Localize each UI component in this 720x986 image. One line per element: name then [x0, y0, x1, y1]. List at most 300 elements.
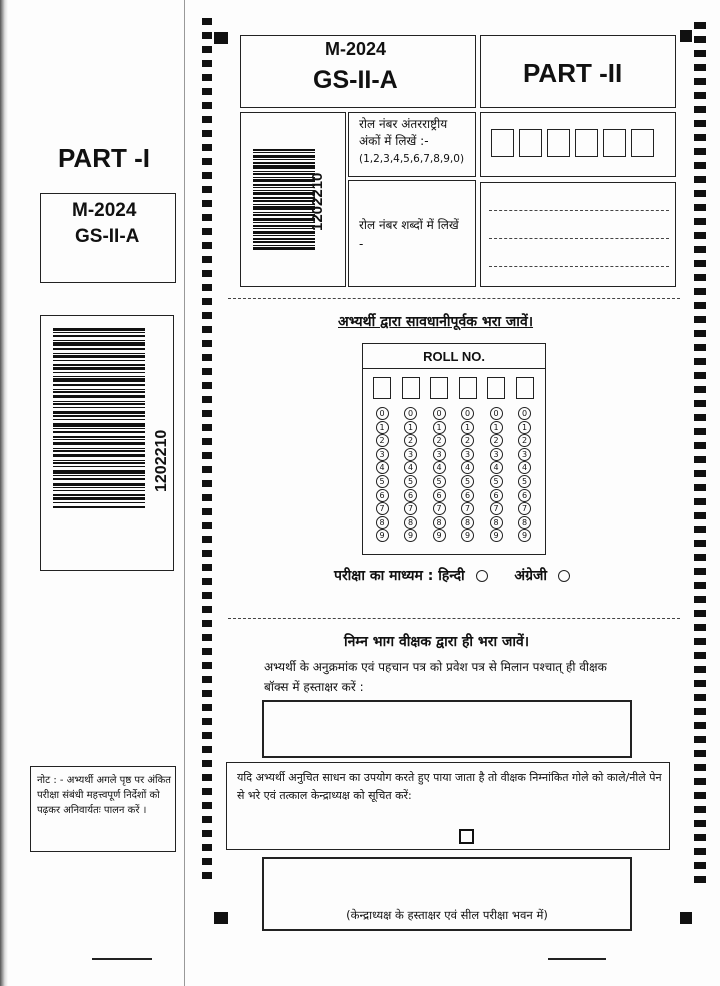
- omr-bubble[interactable]: 4: [518, 461, 531, 474]
- omr-digit-write-box[interactable]: [459, 377, 477, 399]
- barcode-bar: [53, 483, 145, 486]
- left-barcode: [53, 328, 145, 509]
- barcode-bar: [53, 423, 145, 427]
- timing-mark: [694, 568, 706, 575]
- timing-mark: [694, 680, 706, 687]
- bottom-mark-left: [92, 958, 152, 960]
- timing-marks-left: [202, 18, 212, 879]
- timing-mark: [202, 690, 212, 697]
- corner-mark-bottom-left: [214, 912, 228, 924]
- omr-bubble[interactable]: 0: [404, 407, 417, 420]
- timing-mark: [202, 648, 212, 655]
- barcode-bar: [253, 197, 315, 199]
- omr-bubble[interactable]: 4: [490, 461, 503, 474]
- timing-mark: [202, 760, 212, 767]
- omr-bubble[interactable]: 8: [376, 516, 389, 529]
- timing-mark: [694, 232, 706, 239]
- timing-mark: [694, 596, 706, 603]
- omr-bubble[interactable]: 3: [490, 448, 503, 461]
- omr-bubble[interactable]: 8: [433, 516, 446, 529]
- omr-bubble[interactable]: 9: [490, 529, 503, 542]
- barcode-bar: [253, 179, 315, 182]
- omr-bubble[interactable]: 2: [518, 434, 531, 447]
- barcode-bar: [53, 401, 145, 402]
- left-exam-code-box: [40, 193, 176, 283]
- barcode-bar: [53, 364, 145, 366]
- timing-mark: [694, 526, 706, 533]
- roll-digit-cell[interactable]: [603, 129, 626, 157]
- timing-mark: [694, 512, 706, 519]
- roll-digit-cell[interactable]: [519, 129, 542, 157]
- omr-bubble[interactable]: 1: [518, 421, 531, 434]
- omr-roll-column: [485, 377, 507, 543]
- barcode-bar: [53, 466, 145, 467]
- timing-mark: [694, 330, 706, 337]
- timing-mark: [202, 172, 212, 179]
- barcode-bar: [53, 328, 145, 331]
- timing-mark: [202, 620, 212, 627]
- timing-mark: [202, 816, 212, 823]
- timing-mark: [694, 652, 706, 659]
- timing-mark: [694, 120, 706, 127]
- timing-mark: [694, 778, 706, 785]
- timing-mark: [202, 298, 212, 305]
- timing-mark: [202, 508, 212, 515]
- barcode-bar: [53, 442, 145, 445]
- timing-mark: [694, 694, 706, 701]
- timing-mark: [202, 354, 212, 361]
- timing-mark: [202, 368, 212, 375]
- timing-mark: [694, 372, 706, 379]
- omr-bubble[interactable]: 2: [461, 434, 474, 447]
- barcode-bar: [253, 214, 315, 216]
- left-part-label: PART -I: [58, 143, 150, 173]
- omr-bubble[interactable]: 5: [518, 475, 531, 488]
- timing-mark: [694, 610, 706, 617]
- omr-bubble[interactable]: 0: [433, 407, 446, 420]
- roll-digits-label-box: [348, 112, 476, 177]
- timing-mark: [694, 92, 706, 99]
- omr-roll-title: ROLL NO.: [423, 349, 485, 364]
- barcode-bar: [253, 241, 315, 243]
- timing-mark: [202, 312, 212, 319]
- barcode-bar: [53, 448, 145, 449]
- timing-mark: [694, 22, 706, 29]
- barcode-bar: [53, 506, 145, 508]
- barcode-bar: [253, 235, 315, 236]
- roll-digit-cell[interactable]: [575, 129, 598, 157]
- timing-mark: [202, 844, 212, 851]
- barcode-bar: [253, 159, 315, 160]
- omr-bubble[interactable]: 8: [490, 516, 503, 529]
- timing-mark: [202, 564, 212, 571]
- corner-mark-top-right: [680, 30, 692, 42]
- barcode-bar: [53, 407, 145, 408]
- timing-mark: [202, 102, 212, 109]
- barcode-bar: [253, 231, 315, 234]
- barcode-bar: [53, 454, 145, 457]
- omr-bubble[interactable]: 4: [433, 461, 446, 474]
- timing-mark: [694, 484, 706, 491]
- barcode-bar: [253, 152, 315, 153]
- timing-mark: [202, 830, 212, 837]
- left-exam-code: M-2024: [72, 200, 137, 221]
- roll-digit-cells: [491, 129, 659, 161]
- omr-bubble[interactable]: 2: [404, 434, 417, 447]
- timing-mark: [694, 820, 706, 827]
- timing-mark: [202, 32, 212, 39]
- omr-bubble[interactable]: 5: [376, 475, 389, 488]
- barcode-bar: [53, 355, 145, 358]
- left-edge-tear: [0, 0, 8, 986]
- centre-signature-label: (केन्द्राध्यक्ष के हस्ताक्षर एवं सील परीक्षा भवन में): [346, 908, 548, 922]
- timing-mark: [694, 750, 706, 757]
- timing-mark: [202, 410, 212, 417]
- barcode-bar: [253, 204, 315, 205]
- timing-mark: [694, 470, 706, 477]
- omr-bubble[interactable]: 4: [376, 461, 389, 474]
- timing-mark: [694, 414, 706, 421]
- omr-roll-column: [400, 377, 422, 543]
- barcode-bar: [253, 222, 315, 223]
- omr-bubble[interactable]: 6: [490, 489, 503, 502]
- barcode-bar: [53, 419, 145, 420]
- barcode-bar: [53, 353, 145, 354]
- omr-bubble[interactable]: 1: [404, 421, 417, 434]
- barcode-bar: [53, 462, 145, 464]
- medium-row: [334, 566, 570, 585]
- timing-mark: [202, 396, 212, 403]
- omr-bubble[interactable]: 0: [461, 407, 474, 420]
- barcode-bar: [53, 348, 145, 350]
- roll-digits-hint: (1,2,3,4,5,6,7,8,9,0): [359, 153, 465, 165]
- omr-bubble[interactable]: 6: [433, 489, 446, 502]
- barcode-bar: [253, 162, 315, 164]
- timing-mark: [202, 704, 212, 711]
- omr-bubble[interactable]: 2: [433, 434, 446, 447]
- barcode-bar: [53, 439, 145, 440]
- omr-bubble[interactable]: 9: [518, 529, 531, 542]
- write-line: [489, 238, 669, 239]
- roll-words-label-box: [348, 180, 476, 287]
- timing-mark: [202, 676, 212, 683]
- timing-mark: [694, 582, 706, 589]
- unfair-means-box: [226, 762, 670, 850]
- barcode-bar: [53, 431, 145, 433]
- timing-mark: [202, 340, 212, 347]
- omr-bubble[interactable]: 2: [376, 434, 389, 447]
- omr-bubble[interactable]: 8: [404, 516, 417, 529]
- timing-mark: [694, 400, 706, 407]
- omr-bubble[interactable]: 3: [404, 448, 417, 461]
- timing-mark: [694, 862, 706, 869]
- barcode-bar: [253, 171, 315, 172]
- timing-mark: [202, 480, 212, 487]
- omr-digit-write-box[interactable]: [373, 377, 391, 399]
- omr-roll-column: [514, 377, 536, 543]
- omr-bubble[interactable]: 6: [518, 489, 531, 502]
- timing-mark: [694, 344, 706, 351]
- timing-marks-right: [694, 22, 706, 883]
- barcode-bar: [53, 450, 145, 452]
- write-line: [489, 210, 669, 211]
- timing-mark: [202, 242, 212, 249]
- timing-mark: [694, 190, 706, 197]
- timing-mark: [202, 536, 212, 543]
- barcode-bar: [53, 378, 145, 382]
- omr-digit-write-box[interactable]: [430, 377, 448, 399]
- barcode-bar: [53, 340, 145, 341]
- barcode-bar: [253, 218, 315, 221]
- medium-label: परीक्षा का माध्यम : हिन्दी: [334, 568, 465, 584]
- timing-mark: [694, 666, 706, 673]
- timing-mark: [694, 498, 706, 505]
- timing-mark: [202, 788, 212, 795]
- barcode-bar: [53, 376, 145, 377]
- barcode-bar: [253, 245, 315, 246]
- omr-roll-column: [371, 377, 393, 543]
- barcode-bar: [53, 403, 145, 405]
- timing-mark: [694, 148, 706, 155]
- timing-mark: [202, 382, 212, 389]
- omr-bubble[interactable]: 1: [376, 421, 389, 434]
- omr-bubble[interactable]: 9: [433, 529, 446, 542]
- omr-bubble[interactable]: 3: [433, 448, 446, 461]
- timing-mark: [694, 638, 706, 645]
- timing-mark: [694, 876, 706, 883]
- omr-bubble[interactable]: 5: [404, 475, 417, 488]
- omr-bubble[interactable]: 6: [376, 489, 389, 502]
- barcode-bar: [53, 478, 145, 480]
- timing-mark: [202, 802, 212, 809]
- barcode-bar: [253, 190, 315, 191]
- roll-digit-cell[interactable]: [631, 129, 654, 157]
- timing-mark: [202, 214, 212, 221]
- medium-english-label: अंग्रेजी: [514, 568, 547, 584]
- timing-mark: [202, 18, 212, 25]
- barcode-bar: [53, 490, 145, 491]
- header-part-box: [480, 35, 676, 108]
- omr-bubble[interactable]: 0: [518, 407, 531, 420]
- section-divider: [228, 298, 680, 299]
- omr-bubble[interactable]: 5: [433, 475, 446, 488]
- barcode-bar: [253, 149, 315, 151]
- timing-mark: [694, 358, 706, 365]
- barcode-bar: [53, 428, 145, 429]
- header-code-box: [240, 35, 476, 108]
- timing-mark: [202, 774, 212, 781]
- left-paper-code: GS-II-A: [75, 226, 140, 247]
- timing-mark: [202, 592, 212, 599]
- timing-mark: [694, 554, 706, 561]
- barcode-bar: [53, 384, 145, 386]
- timing-mark: [694, 106, 706, 113]
- omr-bubble[interactable]: 3: [518, 448, 531, 461]
- barcode-bar: [253, 184, 315, 186]
- barcode-bar: [53, 367, 145, 370]
- timing-mark: [202, 858, 212, 865]
- roll-digit-cell[interactable]: [491, 129, 514, 157]
- timing-mark: [202, 424, 212, 431]
- timing-mark: [202, 200, 212, 207]
- header-part-label: PART -II: [523, 58, 623, 88]
- section-divider: [228, 618, 680, 619]
- omr-bubble[interactable]: 7: [404, 502, 417, 515]
- timing-mark: [202, 144, 212, 151]
- barcode-bar: [53, 332, 145, 333]
- omr-bubble[interactable]: 3: [461, 448, 474, 461]
- invigilator-instruction: अभ्यर्थी के अनुक्रमांक एवं पहचान पत्र को प्रवेश पत्र से मिलान पश्चात् ही वीक्षक बॉक्स में हस्ताक्षर करें :: [264, 660, 607, 694]
- timing-mark: [202, 522, 212, 529]
- timing-mark: [694, 442, 706, 449]
- omr-bubble[interactable]: 1: [433, 421, 446, 434]
- timing-mark: [694, 260, 706, 267]
- roll-digits-input-box: [480, 112, 676, 177]
- timing-mark: [694, 624, 706, 631]
- invigilator-signature-box[interactable]: [262, 700, 632, 758]
- omr-bubble[interactable]: 5: [490, 475, 503, 488]
- omr-title-divider: [363, 368, 545, 369]
- omr-bubble[interactable]: 7: [376, 502, 389, 515]
- timing-mark: [694, 274, 706, 281]
- roll-digit-cell[interactable]: [547, 129, 570, 157]
- timing-mark: [694, 806, 706, 813]
- timing-mark: [202, 494, 212, 501]
- omr-bubble[interactable]: 5: [461, 475, 474, 488]
- timing-mark: [202, 718, 212, 725]
- barcode-bar: [53, 391, 145, 393]
- omr-bubble[interactable]: 1: [461, 421, 474, 434]
- header-barcode: [253, 149, 315, 259]
- timing-mark: [202, 438, 212, 445]
- timing-mark: [694, 302, 706, 309]
- bottom-mark-right: [548, 958, 606, 960]
- timing-mark: [694, 722, 706, 729]
- unfair-means-bubble[interactable]: [459, 829, 474, 844]
- centre-signature-box[interactable]: [262, 857, 632, 931]
- barcode-bar: [253, 192, 315, 195]
- omr-bubble[interactable]: 1: [490, 421, 503, 434]
- omr-bubble[interactable]: 0: [490, 407, 503, 420]
- omr-digit-write-box[interactable]: [487, 377, 505, 399]
- header-barcode-number: 1202210: [309, 172, 326, 231]
- timing-mark: [694, 316, 706, 323]
- barcode-bar: [253, 238, 315, 240]
- omr-bubble[interactable]: 9: [461, 529, 474, 542]
- unfair-means-text: यदि अभ्यर्थी अनुचित साधन का उपयोग करते हुए पाया जाता है तो वीक्षक निम्नांकित गोले को काले/नीले पेन से भरे एवं तत्काल केन्द्राध्यक्ष को सूचित करें:: [237, 771, 662, 802]
- barcode-bar: [53, 494, 145, 496]
- barcode-bar: [53, 411, 145, 414]
- omr-bubble[interactable]: 7: [461, 502, 474, 515]
- left-note-text: नोट : - अभ्यर्थी अगले पृष्ठ पर अंकित परीक्षा संबंधी महत्त्वपूर्ण निर्देशों को पढ़कर अनिवार्यतः पालन करें ।: [37, 775, 171, 816]
- timing-mark: [202, 284, 212, 291]
- omr-roll-column: [428, 377, 450, 543]
- omr-bubble[interactable]: 7: [518, 502, 531, 515]
- barcode-bar: [253, 165, 315, 169]
- barcode-bar: [253, 187, 315, 188]
- omr-bubble[interactable]: 6: [404, 489, 417, 502]
- omr-roll-column: [457, 377, 479, 543]
- barcode-bar: [53, 475, 145, 476]
- fold-line: [184, 0, 186, 986]
- medium-english-bubble[interactable]: [558, 570, 570, 582]
- omr-roll-grid: [362, 343, 546, 555]
- timing-mark: [202, 256, 212, 263]
- timing-mark: [694, 204, 706, 211]
- barcode-bar: [53, 372, 145, 373]
- timing-mark: [202, 130, 212, 137]
- invigilator-heading: निम्न भाग वीक्षक द्वारा ही भरा जावें।: [344, 634, 530, 650]
- omr-bubble[interactable]: 2: [490, 434, 503, 447]
- header-paper-code: GS-II-A: [313, 66, 398, 94]
- omr-bubble[interactable]: 8: [518, 516, 531, 529]
- omr-bubble[interactable]: 9: [404, 529, 417, 542]
- omr-bubble[interactable]: 3: [376, 448, 389, 461]
- timing-mark: [202, 578, 212, 585]
- timing-mark: [694, 792, 706, 799]
- barcode-bar: [53, 497, 145, 500]
- timing-mark: [694, 540, 706, 547]
- header-barcode-box: [240, 112, 346, 287]
- timing-mark: [694, 36, 706, 43]
- medium-hindi-bubble[interactable]: [476, 570, 488, 582]
- timing-mark: [202, 452, 212, 459]
- timing-mark: [202, 74, 212, 81]
- left-note-box: [30, 766, 176, 852]
- omr-bubble[interactable]: 6: [461, 489, 474, 502]
- timing-mark: [694, 246, 706, 253]
- omr-bubble[interactable]: 0: [376, 407, 389, 420]
- timing-mark: [694, 64, 706, 71]
- timing-mark: [202, 746, 212, 753]
- barcode-bar: [253, 200, 315, 202]
- barcode-bar: [253, 247, 315, 250]
- write-line: [489, 266, 669, 267]
- timing-mark: [202, 158, 212, 165]
- omr-bubble[interactable]: 4: [404, 461, 417, 474]
- barcode-bar: [253, 206, 315, 210]
- barcode-bar: [253, 155, 315, 158]
- timing-mark: [202, 186, 212, 193]
- timing-mark: [694, 288, 706, 295]
- barcode-bar: [53, 436, 145, 438]
- omr-bubble[interactable]: 7: [433, 502, 446, 515]
- timing-mark: [202, 872, 212, 879]
- timing-mark: [694, 708, 706, 715]
- timing-mark: [202, 116, 212, 123]
- omr-bubble[interactable]: 8: [461, 516, 474, 529]
- header-exam-code: M-2024: [325, 39, 387, 59]
- omr-bubble[interactable]: 4: [461, 461, 474, 474]
- barcode-bar: [253, 173, 315, 175]
- barcode-bar: [253, 212, 315, 213]
- omr-digit-write-box[interactable]: [516, 377, 534, 399]
- barcode-bar: [253, 225, 315, 227]
- timing-mark: [694, 162, 706, 169]
- omr-digit-write-box[interactable]: [402, 377, 420, 399]
- timing-mark: [694, 764, 706, 771]
- timing-mark: [202, 46, 212, 53]
- omr-bubble[interactable]: 9: [376, 529, 389, 542]
- omr-bubble[interactable]: 7: [490, 502, 503, 515]
- roll-words-input-box[interactable]: [480, 182, 676, 287]
- barcode-bar: [53, 335, 145, 337]
- timing-mark: [694, 134, 706, 141]
- timing-mark: [202, 60, 212, 67]
- timing-mark: [694, 218, 706, 225]
- timing-mark: [202, 228, 212, 235]
- timing-mark: [202, 550, 212, 557]
